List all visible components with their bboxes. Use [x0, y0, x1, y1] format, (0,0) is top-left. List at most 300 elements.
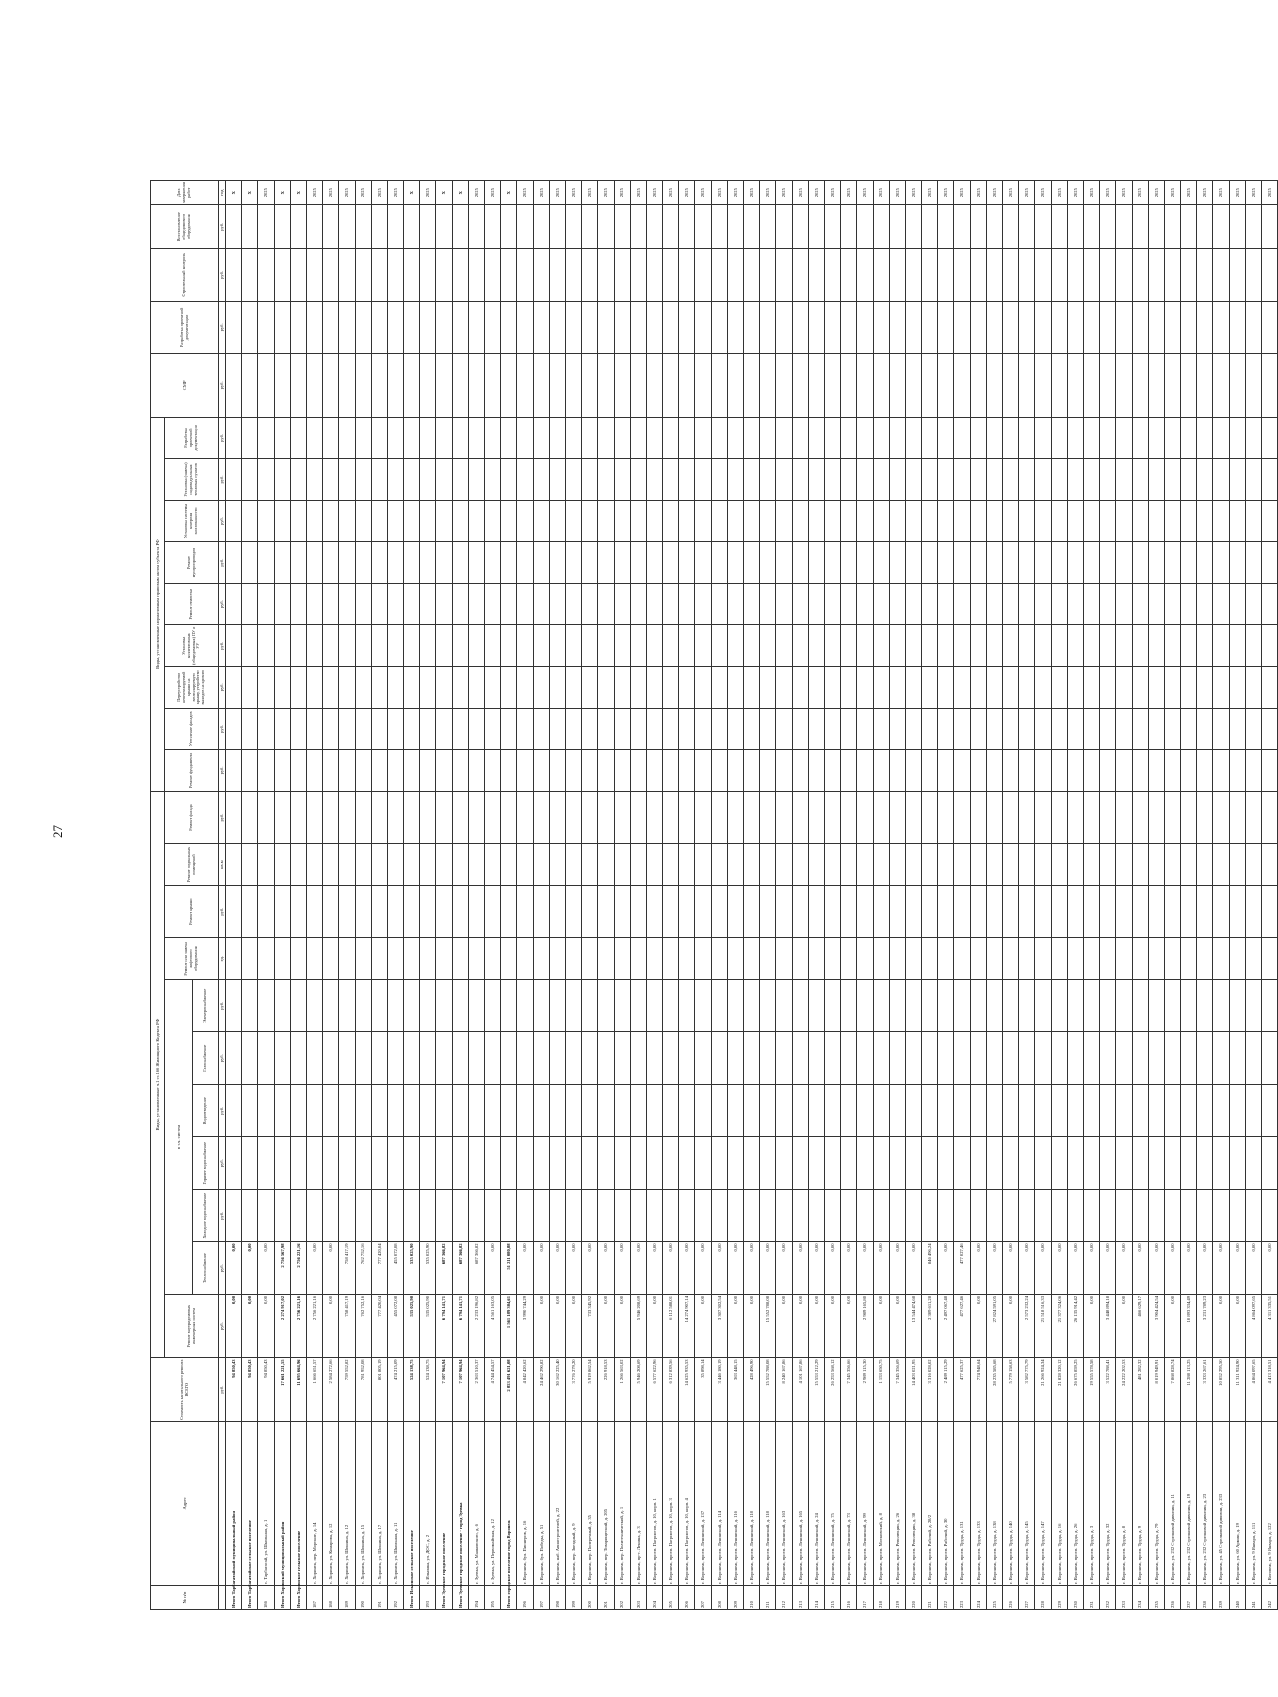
row-year: 2025: [1148, 181, 1164, 205]
row-address: г. Воронеж, просп. Революции, д. 26: [889, 1421, 905, 1585]
row-empty-cell: [922, 500, 938, 542]
table-row: [1197, 181, 1213, 1610]
group-incl-header: в т.ч. систем: [165, 979, 193, 1294]
row-empty-cell: [452, 979, 468, 1032]
row-empty-cell: [598, 708, 614, 750]
row-empty-cell: [242, 885, 258, 938]
row-empty-cell: [1148, 1137, 1164, 1190]
row-empty-cell: [339, 885, 355, 938]
row-empty-cell: [549, 667, 565, 709]
row-year: 2025: [371, 181, 387, 205]
row-year: 2025: [323, 181, 339, 205]
row-empty-cell: [371, 885, 387, 938]
row-empty-cell: [1083, 750, 1099, 792]
row-empty-cell: [1148, 542, 1164, 584]
row-empty-cell: [711, 500, 727, 542]
row-empty-cell: [1262, 1137, 1278, 1190]
row-empty-cell: [355, 791, 371, 844]
row-empty-cell: [679, 542, 695, 584]
row-empty-cell: [1229, 625, 1245, 667]
row-year: 2025: [1019, 181, 1035, 205]
row-empty-cell: [727, 542, 743, 584]
row-empty-cell: [549, 1084, 565, 1137]
row-cost: 7 868 828,74: [1164, 1358, 1180, 1421]
row-empty-cell: [1067, 667, 1083, 709]
row-empty-cell: [1116, 459, 1132, 501]
row-cost: 524 138,75: [404, 1358, 420, 1421]
row-empty-cell: [1164, 249, 1180, 302]
row-empty-cell: [1116, 1084, 1132, 1137]
row-empty-cell: [630, 583, 646, 625]
row-empty-cell: [711, 583, 727, 625]
row-empty-cell: [226, 938, 242, 980]
row-year: 2025: [1116, 181, 1132, 205]
row-empty-cell: [630, 1137, 646, 1190]
row-empty-cell: [889, 938, 905, 980]
row-empty-cell: [679, 938, 695, 980]
row-empty-cell: [1213, 1084, 1229, 1137]
row-empty-cell: [873, 667, 889, 709]
row-empty-cell: [549, 542, 565, 584]
row-address: г. Воронеж, ул. 232 Стрелковой дивизии, д. 11: [1164, 1421, 1180, 1585]
row-empty-cell: [1051, 844, 1067, 886]
row-empty-cell: [339, 1189, 355, 1242]
row-empty-cell: [954, 625, 970, 667]
row-empty-cell: [1003, 750, 1019, 792]
row-empty-cell: [274, 1137, 290, 1190]
row-empty-cell: [355, 542, 371, 584]
row-cost: 24 222 202,53: [1116, 1358, 1132, 1421]
row-empty-cell: [420, 354, 436, 417]
row-empty-cell: [1116, 249, 1132, 302]
row-empty-cell: [630, 301, 646, 354]
row-empty-cell: [1132, 667, 1148, 709]
row-empty-cell: [1229, 844, 1245, 886]
row-empty-cell: [1035, 500, 1051, 542]
row-year: X: [452, 181, 468, 205]
row-empty-cell: [436, 791, 452, 844]
row-empty-cell: [905, 1137, 921, 1190]
row-number: 223: [954, 1585, 970, 1609]
row-number: 200: [582, 1585, 598, 1609]
row-systems: 0,00: [598, 1294, 614, 1357]
row-empty-cell: [792, 583, 808, 625]
row-empty-cell: [873, 979, 889, 1032]
row-empty-cell: [339, 1084, 355, 1137]
row-year: 2025: [598, 181, 614, 205]
row-empty-cell: [905, 459, 921, 501]
row-empty-cell: [614, 1137, 630, 1190]
row-empty-cell: [711, 1084, 727, 1137]
capital-repair-table: № п/п Адрес Стоимость капитального ремонта ВСЕГО Виды, установленные ч.1 ст.166 Жилищного Кодекса РФ Виды, установленные нормативным правовым актом субъекта РФ СМР Разработка проектной документации Строительный контроль Восстановление общедомового оборудования Дата завершения работ Ремонт внутридомовых инженерных систем в т.ч. систем Ремонт или замена лифтового оборудования Ремонт крыши Ремонт подвальных помещений Ремонт фасада Ремонт фундамента Утепление фасадов Переустройство невентилируемой крыши на вентилируемую крышу, устройство выходов на кровлю Установка коллективных (общедомовых) ПУ и УУ Ремонт отмостки Ремонт мусоропроводов Установка системы контроля загазованности Установка (замена) индивидуальных тепловых пунктов Разработка проектной документации Теплоснабжение Холодное водоснабжение Горячее водоснабжение Водоотведение Газоснабжение Электроснабжение руб. руб. руб. руб. руб. руб. руб. руб. ед. руб. кв.м руб. руб. руб. руб. руб. руб. руб. руб. руб. руб. руб. руб. руб. руб. год Итого Тарбагатайский муниципальный район 94 850,43 0,00 0,00 X Итого Тарбагатайское сельское поселение 94 850,43 0,00 0,00 X 186 с. Тарбагатай, ул. Школьная, д. 1 94 850,43 0,00 0,00 2025 Итого Хоринский муниципальный район 17 661 221,55 2 274 917,02 2 756 567,98 X Итого Хоринское сельское поселение 11 695 664,96 2 756 221,16 2 756 221,16 X 187 с. Хоринск, пер. Морские, д. 14 1 666 651,57 2 756 221,16 0,00 2025 188 с. Хоринск, ул. Комарова, д. 12 2 584 272,66 0,00 0,00 2025 189 с. Хоринск, ул. Шошина, д. 12 759 552,82 758 417,19 758 417,19 2025 190 с. Хоринск, ул. Шошина, д. 15 781 952,08 762 752,16 762 752,16 2025 191 с. Хоринск, ул. Шошина, д. 17 801 805,19 777 420,04 777 420,04 2025 192 с. Хоринск, ул. Школьная, д. 11 474 215,09 455 072,08 455 072,08 2025 Итого Ильинское сельское поселение 524 138,75 535 025,90 535 025,90 X 193 с. Ильинка, ул. ДОС, д. 2 524 138,75 535 025,90 535 025,90 2025 Итого Зуевское городское поселение 7 107 964,94 6 794 141,71 687 366,82 X Итого Зуевское городское поселение - город Зуевка 7 107 964,94 6 794 141,71 687 366,82 X 194 г. Зуевка, ул. Маяковского, д. 6 2 363 510,37 2 233 196,82 687 366,82 2025 195 г. Зуевка, ул. Первомайская, д. 12 4 744 454,57 4 561 163,05 0,00 2025 Итого городское поселение город Воронеж 2 853 491 621,08 1 561 189 304,61 51 211 080,88 X 196 г. Воронеж, бул. Пионеров, д. 16 4 842 420,62 3 990 744,29 0,00 2025 197 г. Воронеж, бул. Победы, д. 51 24 462 290,82 0,00 0,00 2025 198 г. Воронеж, наб. Авиастроителей, д. 22 30 162 225,40 0,00 0,00 2025 199 г. Воронеж, пер. Звездный, д. 9 3 776 279,20 0,00 0,00 2025 200 г. Воронеж, пер. Поперечный, д. 35 5 919 862,54 733 345,92 0,00 2025 201 г. Воронеж, пер. Товарищеский, д. 205 226 918,53 0,00 0,00 2025 202 г. Воронеж, пер. Политехнический, д. 1 1 266 563,02 0,00 0,00 2025 203 г. Воронеж, пр-т. Ленина, д. 3 5 946 208,69 5 946 208,69 0,00 2025 204 г. Воронеж, просп. Патриотов, д. 10, корп. 1 6 577 622,96 0,00 0,00 2025 205 г. Воронеж, просп. Патриотов, д. 10, корп. 3 6 312 839,56 6 112 588,01 0,00 2025 206 г. Воронеж, просп. Патриотов, д. 10, корп. 4 14 625 935,53 14 274 907,14 0,00 2025 207 г. Воронеж, просп. Ленинский, д. 137 35 898,14 0,00 0,00 2025 208 г. Воронеж, просп. Ленинский, д. 114 3 446 180,19 3 307 302,54 0,00 2025 209 г. Воронеж, просп. Ленинский, д. 116 363 448,15 0,00 0,00 2025 210 г. Воронеж, просп. Ленинский, д. 118 428 496,90 0,00 0,00 2025 211 г. Воронеж, просп. Ленинский, д. 118 15 552 788,08 15 552 788,08 0,00 2025 212 г. Воронеж, просп. Ленинский, д. 163 8 240 167,86 0,00 0,00 2025 213 г. Воронеж, просп. Ленинский, д. 165 4 101 167,86 0,00 0,00 2025 214 г. Воронеж, просп. Ленинский, д. 24 15 553 212,29 0,00 0,00 2025 215 г. Воронеж, просп. Ленинский, д. 75 26 253 568,12 0,00 0,00 2025 216 г. Воронеж, просп. Ленинский, д. 73 7 345 356,66 0,00 0,00 2025 217 г. Воронеж, просп. Ленинский, д. 99 2 989 115,30 2 989 165,80 0,00 2025 218 г. Воронеж, просп. Московский, д. 8 1 153 650,75 0,00 0,00 2025 219 г. Воронеж, просп. Революции, д. 26 7 345 356,69 0,00 0,00 2025 220 г. Воронеж, просп. Революции, д. 38 14 403 021,95 13 544 474,68 0,00 2025 221 г. Воронеж, просп. Рабочий, д. 28/2 3 316 028,02 2 309 611,28 846 496,24 2025 222 г. Воронеж, просп. Рабочий, д. 30 2 489 115,29 2 497 067,48 0,00 2025 223 г. Воронеж, просп. Труда, д. 131 477 625,37 477 627,46 477 027,46 2025 224 г. Воронеж, просп. Труда, д. 133 774 948,64 0,00 0,00 2025 225 г. Воронеж, просп. Труда, д. 138 28 235 585,68 27 824 591,05 0,00 2025 226 г. Воронеж, просп. Труда, д. 140 5 779 158,63 0,00 0,00 2025 227 г. Воронеж, просп. Труда, д. 145 3 582 775,79 2 573 232,24 0,00 2025 228 г. Воронеж, просп. Труда, д. 147 21 266 924,34 21 518 516,33 0,00 2025 229 г. Воронеж, просп. Труда, д. 16 21 828 320,12 21 377 324,06 0,00 2025 230 г. Воронеж, просп. Труда, д. 26 26 675 859,25 26 135 914,42 0,00 2025 231 г. Воронеж, просп. Труда, д. 3 19 555 578,58 0,00 0,00 2025 232 г. Воронеж, просп. Труда, д. 32 3 522 788,41 3 448 894,18 0,00 2025 233 г. Воронеж, просп. Труда, д. 8 24 222 202,53 0,00 0,00 2025 234 г. Воронеж, просп. Труда, д. 9 481 282,32 466 629,17 0,00 2025 235 г. Воронеж, просп. Труда, д. 79 8 019 949,91 3 904 424,54 0,00 2025 236 г. Воронеж, ул. 232 Стрелковой дивизии, д. 11 7 868 828,74 0,00 0,00 2025 237 г. Воронеж, ул. 232 Стрелковой дивизии, д. 19 11 288 113,25 10 893 334,49 0,00 2025 238 г. Воронеж, ул. 232 Стрелковой дивизии, д. 23 3 333 267,61 3 231 789,23 0,00 2025 239 г. Воронеж, ул. 45 Стрелковой дивизии, д. 233 10 852 295,50 0,00 0,00 2025 240 г. Воронеж, ул. 60 Армии, д. 19 11 311 924,90 0,00 0,00 2025 241 г. Воронеж, ул. 9 Января, д. 111 4 864 097,65 4 864 097,65 0,00 2025 242 г. Воronеж, ул. 9 Января, д. 122 4 413 318,51 4 311 335,51 0,00 2025: [150, 180, 1278, 1610]
row-empty-cell: [355, 417, 371, 459]
row-empty-cell: [420, 625, 436, 667]
row-empty-cell: [420, 938, 436, 980]
row-empty-cell: [1148, 708, 1164, 750]
row-empty-cell: [258, 1084, 274, 1137]
row-empty-cell: [630, 500, 646, 542]
row-empty-cell: [695, 500, 711, 542]
row-empty-cell: [258, 791, 274, 844]
row-empty-cell: [760, 625, 776, 667]
row-number: 222: [938, 1585, 954, 1609]
row-empty-cell: [986, 301, 1002, 354]
row-empty-cell: [306, 1032, 322, 1085]
row-empty-cell: [630, 1189, 646, 1242]
row-empty-cell: [565, 301, 581, 354]
row-empty-cell: [1116, 500, 1132, 542]
row-empty-cell: [1035, 938, 1051, 980]
row-empty-cell: [258, 1032, 274, 1085]
row-empty-cell: [922, 301, 938, 354]
row-empty-cell: [1035, 791, 1051, 844]
row-address: г. Воронеж, просп. Ленинский, д. 137: [695, 1421, 711, 1585]
row-empty-cell: [242, 938, 258, 980]
row-empty-cell: [889, 791, 905, 844]
row-empty-cell: [582, 542, 598, 584]
row-empty-cell: [1164, 625, 1180, 667]
row-empty-cell: [226, 791, 242, 844]
row-empty-cell: [663, 205, 679, 249]
row-empty-cell: [744, 625, 760, 667]
col-year-header: Дата завершения работ: [151, 181, 219, 205]
row-empty-cell: [1229, 249, 1245, 302]
row-empty-cell: [1181, 1189, 1197, 1242]
row-empty-cell: [873, 844, 889, 886]
row-empty-cell: [889, 583, 905, 625]
row-systems: 2 989 165,80: [857, 1294, 873, 1357]
row-empty-cell: [306, 885, 322, 938]
row-empty-cell: [1262, 938, 1278, 980]
row-empty-cell: [679, 301, 695, 354]
row-empty-cell: [1051, 459, 1067, 501]
row-empty-cell: [614, 417, 630, 459]
row-empty-cell: [549, 500, 565, 542]
row-empty-cell: [1181, 301, 1197, 354]
row-empty-cell: [565, 667, 581, 709]
row-empty-cell: [582, 791, 598, 844]
row-empty-cell: [533, 542, 549, 584]
row-number: 198: [549, 1585, 565, 1609]
table-row: [1229, 181, 1245, 1610]
row-empty-cell: [614, 791, 630, 844]
row-empty-cell: [1148, 1084, 1164, 1137]
row-heat: 0,00: [905, 1242, 921, 1295]
row-year: 2025: [970, 181, 986, 205]
row-year: 2025: [905, 181, 921, 205]
row-systems: 0,00: [1083, 1294, 1099, 1357]
row-number: 195: [485, 1585, 501, 1609]
row-empty-cell: [1116, 354, 1132, 417]
row-empty-cell: [954, 791, 970, 844]
row-empty-cell: [598, 354, 614, 417]
row-empty-cell: [970, 1137, 986, 1190]
row-empty-cell: [841, 500, 857, 542]
row-cost: 14 625 935,53: [679, 1358, 695, 1421]
row-empty-cell: [776, 1137, 792, 1190]
row-empty-cell: [404, 459, 420, 501]
row-heat: 0,00: [744, 1242, 760, 1295]
row-heat: 0,00: [323, 1242, 339, 1295]
row-empty-cell: [744, 500, 760, 542]
col-garbage-header: Ремонт мусоропроводов: [165, 542, 219, 584]
row-empty-cell: [1229, 417, 1245, 459]
row-systems: 2 756 221,16: [290, 1294, 306, 1357]
row-empty-cell: [1019, 667, 1035, 709]
row-empty-cell: [663, 583, 679, 625]
table-row: [663, 181, 679, 1610]
row-empty-cell: [938, 301, 954, 354]
row-empty-cell: [1148, 205, 1164, 249]
row-empty-cell: [1132, 417, 1148, 459]
row-empty-cell: [306, 205, 322, 249]
row-empty-cell: [630, 354, 646, 417]
row-cost: 94 850,43: [258, 1358, 274, 1421]
row-empty-cell: [290, 205, 306, 249]
row-cost: 21 828 320,12: [1051, 1358, 1067, 1421]
row-empty-cell: [485, 844, 501, 886]
row-year: 2025: [533, 181, 549, 205]
table-row: [274, 181, 290, 1610]
row-empty-cell: [1067, 249, 1083, 302]
row-empty-cell: [533, 1084, 549, 1137]
row-empty-cell: [420, 1032, 436, 1085]
row-empty-cell: [1197, 205, 1213, 249]
row-empty-cell: [938, 459, 954, 501]
row-empty-cell: [1229, 205, 1245, 249]
row-empty-cell: [355, 625, 371, 667]
row-empty-cell: [776, 1032, 792, 1085]
row-empty-cell: [1164, 205, 1180, 249]
row-empty-cell: [533, 583, 549, 625]
row-empty-cell: [517, 1189, 533, 1242]
row-empty-cell: [1132, 583, 1148, 625]
row-empty-cell: [420, 205, 436, 249]
row-heat: 2 756 567,98: [274, 1242, 290, 1295]
row-empty-cell: [533, 205, 549, 249]
row-empty-cell: [1083, 1189, 1099, 1242]
row-empty-cell: [824, 1032, 840, 1085]
row-empty-cell: [679, 750, 695, 792]
row-empty-cell: [598, 205, 614, 249]
row-empty-cell: [452, 542, 468, 584]
row-systems: 0,00: [614, 1294, 630, 1357]
row-empty-cell: [679, 354, 695, 417]
table-row: [517, 181, 533, 1610]
row-empty-cell: [792, 500, 808, 542]
row-empty-cell: [1164, 1032, 1180, 1085]
row-heat: 0,00: [841, 1242, 857, 1295]
row-empty-cell: [1132, 1137, 1148, 1190]
row-empty-cell: [1245, 844, 1261, 886]
row-systems: 4 864 097,65: [1245, 1294, 1261, 1357]
row-empty-cell: [776, 354, 792, 417]
row-empty-cell: [274, 583, 290, 625]
row-number: 224: [970, 1585, 986, 1609]
row-empty-cell: [1035, 1137, 1051, 1190]
row-empty-cell: [1213, 844, 1229, 886]
row-empty-cell: [598, 1189, 614, 1242]
row-address: г. Воронеж, просп. Патриотов, д. 10, корп. 3: [663, 1421, 679, 1585]
row-empty-cell: [1197, 500, 1213, 542]
row-empty-cell: [452, 791, 468, 844]
row-empty-cell: [630, 625, 646, 667]
row-empty-cell: [873, 459, 889, 501]
row-systems: 21 518 516,33: [1035, 1294, 1051, 1357]
row-empty-cell: [1229, 1137, 1245, 1190]
row-empty-cell: [565, 459, 581, 501]
row-cost: 801 805,19: [371, 1358, 387, 1421]
row-empty-cell: [792, 885, 808, 938]
row-empty-cell: [387, 205, 403, 249]
table-row: [258, 181, 274, 1610]
row-number: 215: [824, 1585, 840, 1609]
row-empty-cell: [1164, 750, 1180, 792]
row-year: X: [404, 181, 420, 205]
row-empty-cell: [485, 500, 501, 542]
row-empty-cell: [226, 979, 242, 1032]
row-address: г. Воронеж, просп. Труда, д. 16: [1051, 1421, 1067, 1585]
col-drainage-header: Водоотведение: [193, 1084, 219, 1137]
row-empty-cell: [922, 844, 938, 886]
row-empty-cell: [760, 1084, 776, 1137]
row-empty-cell: [517, 417, 533, 459]
row-empty-cell: [727, 979, 743, 1032]
row-empty-cell: [274, 1084, 290, 1137]
row-empty-cell: [1116, 667, 1132, 709]
row-empty-cell: [582, 354, 598, 417]
row-empty-cell: [355, 708, 371, 750]
row-empty-cell: [1083, 354, 1099, 417]
row-empty-cell: [1083, 938, 1099, 980]
row-empty-cell: [387, 301, 403, 354]
row-systems: 466 629,17: [1132, 1294, 1148, 1357]
row-empty-cell: [549, 1137, 565, 1190]
row-empty-cell: [776, 979, 792, 1032]
row-empty-cell: [1019, 1189, 1035, 1242]
row-systems: 6 794 141,71: [452, 1294, 468, 1357]
row-empty-cell: [1003, 500, 1019, 542]
row-empty-cell: [533, 625, 549, 667]
row-empty-cell: [776, 459, 792, 501]
row-empty-cell: [1100, 500, 1116, 542]
row-empty-cell: [1116, 625, 1132, 667]
row-systems: 0,00: [744, 1294, 760, 1357]
row-address: г. Воronеж, ул. 9 Января, д. 122: [1262, 1421, 1278, 1585]
row-empty-cell: [258, 249, 274, 302]
row-systems: 0,00: [824, 1294, 840, 1357]
table-row: [1181, 181, 1197, 1610]
row-empty-cell: [663, 708, 679, 750]
row-empty-cell: [1019, 205, 1035, 249]
row-empty-cell: [1197, 844, 1213, 886]
row-year: X: [436, 181, 452, 205]
row-year: 2025: [1003, 181, 1019, 205]
row-empty-cell: [582, 205, 598, 249]
row-empty-cell: [565, 791, 581, 844]
row-empty-cell: [1083, 542, 1099, 584]
row-empty-cell: [760, 583, 776, 625]
row-empty-cell: [1100, 844, 1116, 886]
row-heat: 455 072,08: [387, 1242, 403, 1295]
col-other2-header: Разработка проектной документации: [165, 417, 219, 459]
row-cost: 3 522 788,41: [1100, 1358, 1116, 1421]
row-empty-cell: [1019, 1137, 1035, 1190]
row-empty-cell: [387, 500, 403, 542]
row-cost: 3 582 775,79: [1019, 1358, 1035, 1421]
row-systems: 535 025,90: [404, 1294, 420, 1357]
row-empty-cell: [1003, 542, 1019, 584]
row-empty-cell: [517, 459, 533, 501]
row-empty-cell: [760, 542, 776, 584]
row-empty-cell: [1213, 708, 1229, 750]
row-empty-cell: [404, 417, 420, 459]
row-empty-cell: [922, 625, 938, 667]
row-heat: 0,00: [226, 1242, 242, 1295]
row-heat: 0,00: [1148, 1242, 1164, 1295]
col-cost-header: Стоимость капитального ремонта ВСЕГО: [151, 1358, 219, 1421]
row-empty-cell: [274, 750, 290, 792]
col-meters-header: Установка коллективных (общедомовых) ПУ и УУ: [165, 625, 219, 667]
row-number: 211: [760, 1585, 776, 1609]
row-empty-cell: [1164, 979, 1180, 1032]
row-empty-cell: [646, 1137, 662, 1190]
row-empty-cell: [323, 417, 339, 459]
row-empty-cell: [323, 625, 339, 667]
row-number: 220: [905, 1585, 921, 1609]
row-empty-cell: [1100, 667, 1116, 709]
row-number: 213: [792, 1585, 808, 1609]
row-empty-cell: [760, 979, 776, 1032]
row-cost: 2 853 491 621,08: [501, 1358, 517, 1421]
row-empty-cell: [355, 205, 371, 249]
row-empty-cell: [970, 667, 986, 709]
row-empty-cell: [663, 459, 679, 501]
row-empty-cell: [711, 667, 727, 709]
row-empty-cell: [468, 750, 484, 792]
row-empty-cell: [824, 667, 840, 709]
row-empty-cell: [1003, 1189, 1019, 1242]
row-empty-cell: [1132, 354, 1148, 417]
row-empty-cell: [371, 354, 387, 417]
row-empty-cell: [646, 500, 662, 542]
row-empty-cell: [1229, 938, 1245, 980]
row-empty-cell: [371, 750, 387, 792]
row-empty-cell: [905, 249, 921, 302]
row-empty-cell: [290, 249, 306, 302]
row-empty-cell: [501, 417, 517, 459]
row-empty-cell: [1035, 979, 1051, 1032]
row-heat: 846 496,24: [922, 1242, 938, 1295]
row-systems: 0,00: [776, 1294, 792, 1357]
row-empty-cell: [663, 354, 679, 417]
row-empty-cell: [1100, 583, 1116, 625]
row-address: г. Воронеж, просп. Ленинский, д. 116: [727, 1421, 743, 1585]
row-empty-cell: [242, 1189, 258, 1242]
row-systems: 2 274 917,02: [274, 1294, 290, 1357]
row-empty-cell: [744, 1084, 760, 1137]
row-empty-cell: [1051, 938, 1067, 980]
row-empty-cell: [242, 354, 258, 417]
row-empty-cell: [501, 1084, 517, 1137]
row-empty-cell: [841, 708, 857, 750]
row-empty-cell: [841, 979, 857, 1032]
row-address: г. Воронеж, просп. Труда, д. 140: [1003, 1421, 1019, 1585]
row-empty-cell: [889, 750, 905, 792]
row-empty-cell: [1132, 844, 1148, 886]
row-empty-cell: [565, 844, 581, 886]
row-empty-cell: [420, 979, 436, 1032]
